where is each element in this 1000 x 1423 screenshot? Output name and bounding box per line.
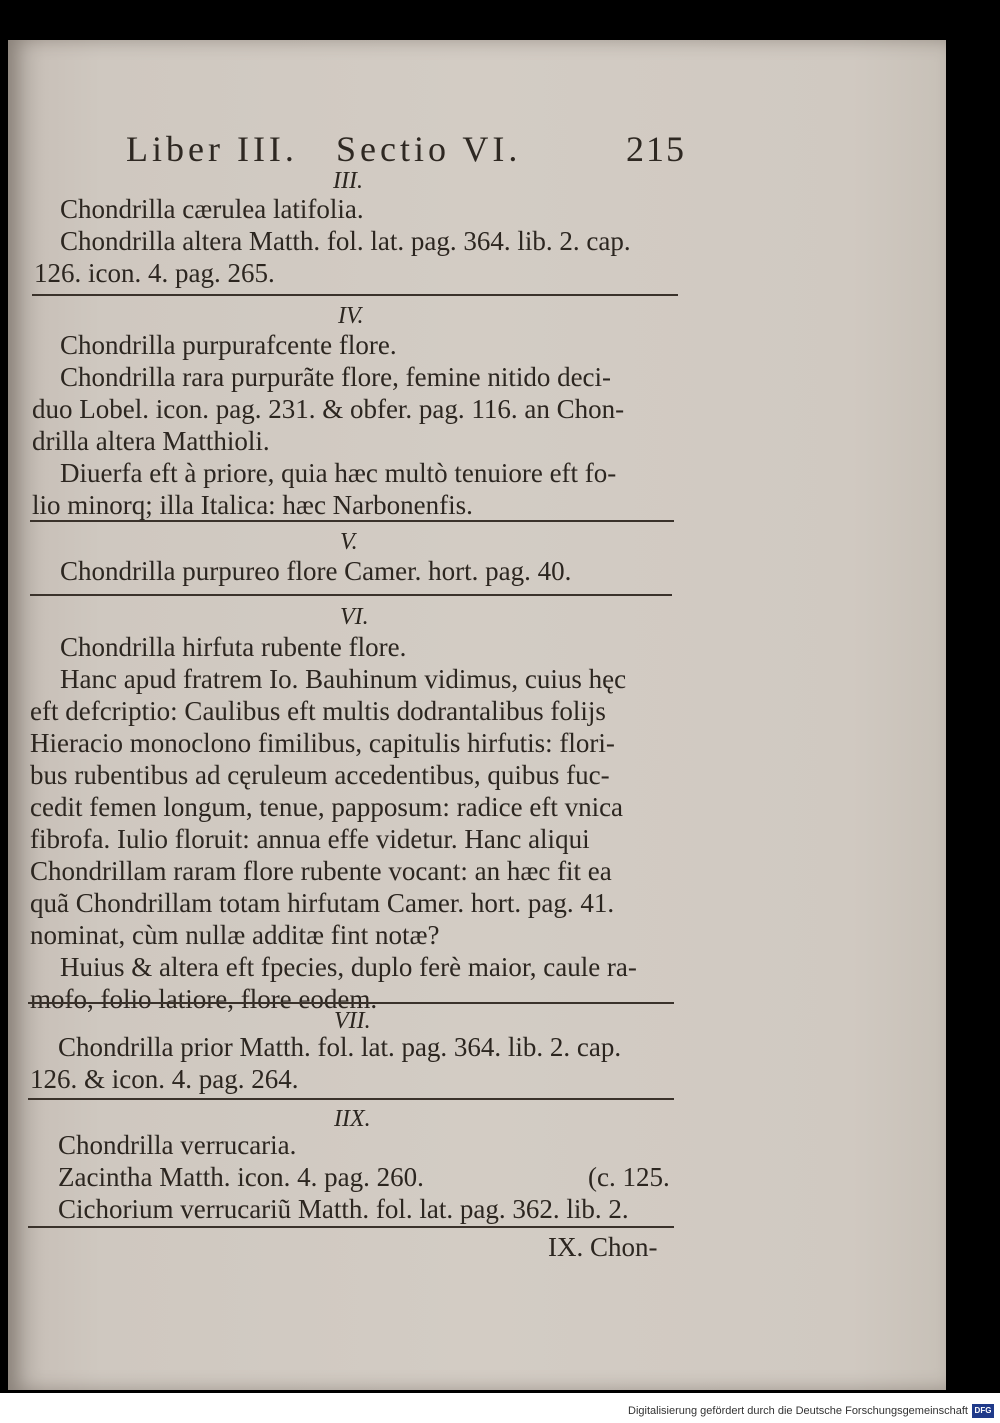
entry-line: mofo, folio latiore, flore eodem. bbox=[30, 984, 378, 1014]
catchword: IX. Chon- bbox=[548, 1232, 658, 1262]
section-rule bbox=[28, 1098, 674, 1100]
entry-line: Hanc apud fratrem Io. Bauhinum vidimus, cuius hęc bbox=[60, 664, 627, 694]
entry-line: Hieracio monoclono fimilibus, capitulis hirfutis: flori- bbox=[30, 728, 615, 758]
section-rule bbox=[30, 594, 672, 596]
margin-note: (c. 125. bbox=[588, 1162, 670, 1192]
entry-line: Chondrilla purpurafcente flore. bbox=[60, 330, 397, 360]
entry-line: 126. icon. 4. pag. 265. bbox=[34, 258, 275, 288]
entry-line: Huius & altera eft fpecies, duplo ferè maior, caule ra- bbox=[60, 952, 637, 982]
entry-line: eft defcriptio: Caulibus eft multis dodrantalibus folijs bbox=[30, 696, 606, 726]
entry-numeral: IIX. bbox=[334, 1106, 371, 1132]
entry-line: fibrofa. Iulio floruit: annua effe videtur. Hanc aliqui bbox=[30, 824, 590, 854]
folio-number: 215 bbox=[626, 129, 686, 169]
entry-line: Chondrillam raram flore rubente vocant: an hæc fit ea bbox=[30, 856, 612, 886]
entry-numeral: III. bbox=[333, 168, 363, 194]
entry-line: quã Chondrillam totam hirfutam Camer. hort. pag. 41. bbox=[30, 888, 615, 918]
section-rule bbox=[32, 294, 678, 296]
entry-line: duo Lobel. icon. pag. 231. & obfer. pag. 116. an Chon- bbox=[32, 394, 625, 424]
entry-line: Chondrilla purpureo flore Camer. hort. pag. 40. bbox=[60, 556, 572, 586]
entry-line: bus rubentibus ad cęruleum accedentibus, quibus fuc- bbox=[30, 760, 610, 790]
entry-line: cedit femen longum, tenue, papposum: radice eft vnica bbox=[30, 792, 624, 822]
section-rule bbox=[30, 520, 674, 522]
entry-numeral: IV. bbox=[338, 303, 364, 329]
entry-line: Cichorium verrucariũ Matth. fol. lat. pag. 362. lib. 2. bbox=[58, 1194, 629, 1224]
entry-numeral: VI. bbox=[340, 604, 369, 630]
footer-credit: Digitalisierung gefördert durch die Deutsche Forschungsgemeinschaft bbox=[628, 1405, 968, 1417]
section-rule bbox=[28, 1002, 674, 1004]
running-head bbox=[126, 128, 686, 172]
entry-line: Chondrilla rara purpurãte flore, femine nitido deci- bbox=[60, 362, 612, 392]
entry-numeral: VII. bbox=[334, 1008, 371, 1034]
footer-bar bbox=[0, 1393, 1000, 1423]
book-page bbox=[8, 40, 946, 1390]
entry-line: nominat, cùm nullæ additæ fint notæ? bbox=[30, 920, 440, 950]
page-text bbox=[8, 40, 946, 1390]
entry-numeral: V. bbox=[340, 529, 358, 555]
running-head-liber: Liber III. bbox=[126, 129, 298, 169]
entry-line: drilla altera Matthioli. bbox=[32, 426, 270, 456]
entry-line: Chondrilla altera Matth. fol. lat. pag. 364. lib. 2. cap. bbox=[60, 226, 631, 256]
section-rule bbox=[28, 1226, 674, 1228]
dfg-logo-icon: DFG bbox=[972, 1404, 994, 1418]
entry-line: Zacintha Matth. icon. 4. pag. 260. bbox=[58, 1162, 424, 1192]
entry-line: Chondrilla hirfuta rubente flore. bbox=[60, 632, 407, 662]
entry-line: Diuerfa eft à priore, quia hæc multò tenuiore eft fo- bbox=[60, 458, 617, 488]
entry-line: Chondrilla cærulea latifolia. bbox=[60, 194, 364, 224]
running-head-sectio: Sectio VI. bbox=[336, 129, 522, 169]
entry-line: Chondrilla prior Matth. fol. lat. pag. 364. lib. 2. cap. bbox=[58, 1032, 622, 1062]
entry-line: lio minorq; illa Italica: hæc Narbonenfis. bbox=[32, 490, 473, 520]
entry-line: Chondrilla verrucaria. bbox=[58, 1130, 297, 1160]
entry-line: 126. & icon. 4. pag. 264. bbox=[30, 1064, 299, 1094]
